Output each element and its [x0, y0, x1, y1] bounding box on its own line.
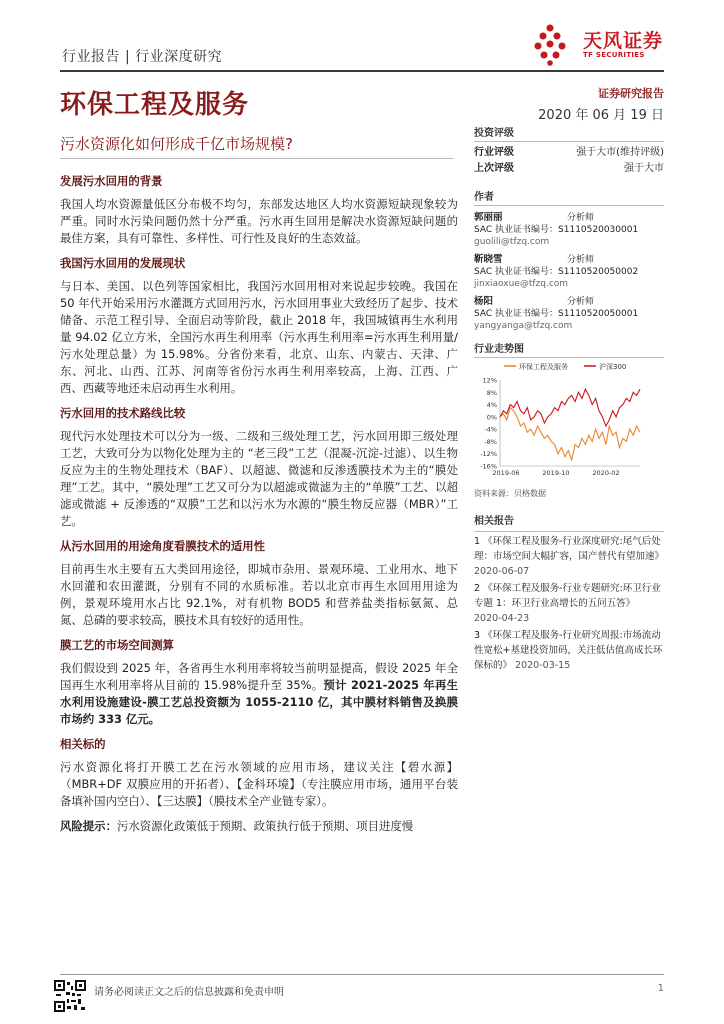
analyst-email[interactable]: guolili@tfzq.com — [474, 237, 550, 247]
related-report-link[interactable] — [474, 534, 664, 579]
y-tick-label: 4% — [486, 401, 497, 410]
risk-note — [60, 818, 458, 835]
analyst-entry — [474, 212, 664, 248]
analyst-entry — [474, 254, 664, 290]
analyst-cert: SAC 执业证书编号：S1110520030001 — [474, 225, 639, 235]
page-title: 环保工程及服务 — [60, 90, 250, 120]
series-line — [500, 408, 640, 460]
main-body — [60, 173, 458, 843]
analyst-cert: SAC 执业证书编号：S1110520050001 — [474, 309, 639, 319]
y-tick-label: -4% — [484, 425, 497, 434]
rating-value: 强于大市 — [624, 163, 664, 174]
rating-value: 强于大市(维持评级) — [576, 147, 664, 158]
y-tick-label: -8% — [484, 437, 497, 446]
related-report-link[interactable] — [474, 581, 664, 626]
related-panel — [474, 514, 664, 673]
analyst-name: 郭丽丽 — [474, 212, 503, 223]
rating-panel — [474, 124, 664, 177]
analyst-role: 分析师 — [566, 255, 594, 265]
header-rule — [60, 70, 664, 72]
trend-panel — [474, 340, 664, 358]
risk-label: 风险提示： — [60, 819, 117, 833]
trend-chart — [474, 358, 664, 478]
y-tick-label: 0% — [486, 413, 497, 422]
subtitle-rule — [60, 158, 454, 159]
report-type: 证券研究报告 — [598, 87, 664, 100]
rating-row — [474, 145, 664, 161]
chart-source: 资料来源：贝格数据 — [474, 489, 546, 498]
related-report-date: 2020-06-07 — [474, 566, 530, 577]
analyst-role: 分析师 — [566, 297, 594, 307]
section-heading: 我国污水回用的发展现状 — [60, 256, 186, 270]
disclaimer-notice: 请务必阅读正文之后的信息披露和免责申明 — [94, 987, 284, 998]
section-body: 我国人均水资源量低区分布极不均匀，东部发达地区人均水资源短缺现象较为严重。同时水污染问题仍然十分严重。污水再生回用是解决水资源短缺问题的最佳方案，具有可靠性、多样性、可行性及良好的生态效益。 — [60, 197, 458, 245]
analyst-name: 靳晓雪 — [474, 254, 503, 265]
trend-heading: 行业走势图 — [474, 340, 664, 358]
rating-label: 上次评级 — [474, 163, 514, 174]
related-report-title: 1 《环保工程及服务-行业深度研究:尾气后处理：市场空间大幅扩容，国产替代有望加速》 — [474, 536, 665, 562]
x-tick-label: 2020-02 — [592, 469, 620, 477]
section-heading: 从污水回用的用途角度看膜技术的适用性 — [60, 539, 266, 553]
related-report-date: 2020-04-23 — [474, 613, 530, 624]
analyst-role: 分析师 — [566, 213, 594, 223]
section-body — [60, 660, 458, 728]
x-tick-label: 2019-06 — [492, 469, 520, 477]
analyst-email[interactable]: yangyanga@tfzq.com — [474, 321, 573, 331]
logo-name-cn: 天风证券 — [583, 30, 664, 52]
section-heading: 污水回用的技术路线比较 — [60, 406, 186, 420]
section-body: 现代污水处理技术可以分为一级、二级和三级处理工艺，污水回用即三级处理工艺，大致可分为以物化处理为主的 “老三段”工艺（混凝-沉淀-过滤）、以生物反应为主的生物处理技术（BAF）、以超滤、微滤和反渗透膜技术为主的“膜处理”工艺。其中，“膜处理”工艺又可分为以超滤或微滤为主的“单膜”工艺、以超滤或微滤 + 反渗透的“双膜”工艺和以污水为水源的“膜生物反应器（MBR）”工艺。 — [60, 429, 458, 528]
footer-rule — [60, 974, 664, 975]
logo-name-en: TF SECURITIES — [583, 51, 645, 59]
section-body: 污水资源化将打开膜工艺在污水领域的应用市场，建议关注【碧水源】（MBR+DF 双膜应用的开拓者）、【金科环境】（专注膜应用市场，通用平台装备填补国内空白）、【三达膜】（膜技术全产业链专家）。 — [60, 760, 458, 808]
x-tick-label: 2019-10 — [542, 469, 570, 477]
rating-row — [474, 161, 664, 177]
related-report-title: 2 《环保工程及服务-行业专题研究:环卫行业专题 1：环卫行业高增长的五问五答》 — [474, 583, 661, 609]
authors-heading: 作者 — [474, 188, 664, 206]
report-date: 2020 年 06 月 19 日 — [538, 108, 664, 123]
authors-panel — [474, 188, 664, 332]
related-heading: 相关报告 — [474, 514, 664, 532]
related-report-title: 3 《环保工程及服务-行业研究周报:市场流动性宽松+基建投资加码，关注低估值高成长环保标的》 — [474, 630, 663, 671]
y-tick-label: -12% — [480, 450, 497, 459]
qr-code-icon — [54, 980, 86, 1012]
section-heading: 膜工艺的市场空间测算 — [60, 638, 174, 652]
analyst-name: 杨阳 — [474, 296, 494, 307]
report-subtitle: 污水资源化如何形成千亿市场规模? — [60, 135, 293, 153]
analyst-cert: SAC 执业证书编号：S1110520050002 — [474, 267, 639, 277]
section-heading: 相关标的 — [60, 737, 106, 751]
section-heading: 发展污水回用的背景 — [60, 174, 163, 188]
legend-label: 沪深300 — [599, 363, 627, 371]
section-body: 目前再生水主要有五大类回用途径，即城市杂用、景观环境、工业用水、地下水回灌和农田灌溉，分别有不同的水质标准。若以北京市再生水回用用途为例，景观环境用水占比 92.1%，对有机物 BOD5 和营养盐类指标氨氮、总氮、总磷的要求较高，膜技术具有较好的适用性。 — [60, 562, 458, 627]
analyst-email[interactable]: jinxiaoxue@tfzq.com — [474, 279, 569, 289]
related-report-date: 2020-03-15 — [515, 660, 571, 671]
y-tick-label: -16% — [480, 462, 497, 471]
rating-label: 行业评级 — [474, 147, 514, 158]
rating-heading: 投资评级 — [474, 124, 664, 142]
analyst-entry — [474, 296, 664, 332]
section-body: 与日本、美国、以色列等国家相比，我国污水回用相对来说起步较晚。我国在 50 年代开始采用污水灌溉方式回用污水，污水回用事业大致经历了起步、技术储备、示范工程引导、全面启动等阶段，截止 2018 年，我国城镇再生水利用量 94.02 亿立方米，全国污水再生利用率（污水再生利用率=污水再生利用量/污水处理总量）为 15.98%。分省份来看，北京、山东、内蒙古、天津、广东、河北、山西、江苏、河南等省份污水再生利用率较高，上海、江西、广西、西藏等地还未启动再生水利用。 — [60, 279, 458, 395]
risk-text: 污水资源化政策低于预期、政策执行低于预期、项目进度慢 — [116, 819, 414, 833]
y-tick-label: 8% — [486, 388, 497, 397]
series-line — [500, 389, 640, 426]
section-body-bold: 预计 2021-2025 年再生水利用设施建设-膜工艺总投资额为 1055-2110 亿，其中膜材料销售及换膜市场约 333 亿元。 — [60, 678, 458, 726]
legend-label: 环保工程及服务 — [519, 363, 568, 371]
related-report-link[interactable] — [474, 628, 664, 673]
report-category: 行业报告 | 行业深度研究 — [62, 49, 223, 65]
page-number: 1 — [657, 983, 664, 994]
section-body-text: 我们假设到 2025 年，各省再生水利用率将较当前明显提高，假设 2025 年全国再生水利用率将从目前的 15.98%提升至 35%。 — [60, 661, 458, 692]
y-tick-label: 12% — [482, 376, 497, 385]
